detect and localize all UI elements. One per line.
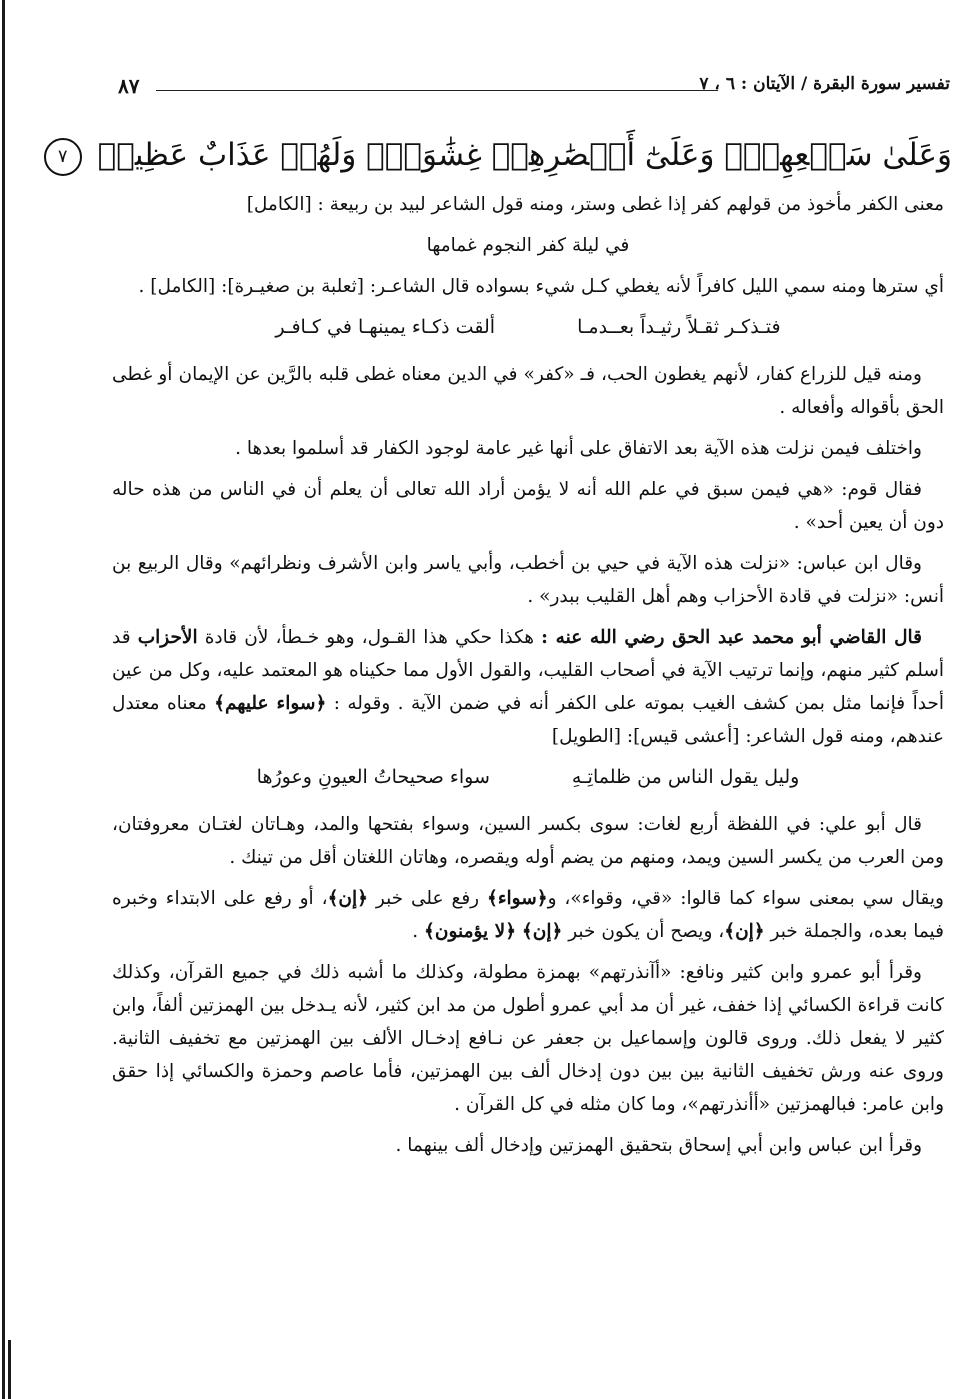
paragraph: فقال قوم: «هي فيمن سبق في علم الله أنه لا يؤمن أراد الله تعالى أن يعلم أن في الناس من هذه حاله دون أن يعين أحد» . <box>112 479 944 533</box>
quran-citation: ﴿سواء﴾ <box>487 888 548 909</box>
poetry-couplet <box>112 761 944 794</box>
quran-citation: ﴿إن﴾ <box>327 888 368 909</box>
author-attribution: قال القاضي أبو محمد عبد الحق رضي الله عنه : <box>541 627 922 648</box>
header-rule <box>156 90 718 91</box>
couplet-first-hemistich: فتـذكـر ثقـلاً رثيـداً بعــدمـا <box>577 316 781 338</box>
text-run: ، ويصح أن يكون خبر <box>562 921 725 942</box>
text-run: . <box>412 921 425 942</box>
paragraph: معنى الكفر مأخوذ من قولهم كفر إذا غطى وستر، ومنه قول الشاعر لبيد بن ربيعة : [الكامل] <box>246 194 944 215</box>
poetry-quote: في ليلة كفر النجوم غمامها <box>426 235 630 256</box>
text-run: هكذا حكي هذا القـول، وهو خـطأ، لأن قادة <box>197 627 542 648</box>
running-title: تفسير سورة البقرة / الآيتان : ٦ ، ٧ <box>699 74 950 94</box>
quran-verse <box>57 126 952 184</box>
text-run: معناه معتدل عندهم، ومنه قول الشاعر: [أعشى قيس]: [الطويل] <box>112 693 944 747</box>
paragraph <box>112 882 944 948</box>
paragraph: وقرأ أبو عمرو وابن كثير ونافع: «أآنذرتهم» بهمزة مطولة، وكذلك ما أشبه ذلك في جميع القرآن، وكذلك كانت قراءة الكسائي إذا خفف، غير أن مد أبي عمرو أطول من مد ابن كثير، لأنه يـدخل بين الهمزتين ألفاً، وابن كثير لا يفعل ذلك. وروى قالون وإسماعيل بن جعفر عن نـافع إدخـال الألف بين الهمزتين مع تخفيف الثانية. وروى عنه ورش تخفيف الثانية بين بين دون إدخال ألف بين الهمزتين، فأما عاصم وحمزة والكسائي إذا حقق وابن عامر: فبالهمزتين «أأنذرتهم»، وما كان مثله في كل القرآن . <box>112 962 944 1115</box>
paragraph: ومنه قيل للزراع كفار، لأنهم يغطون الحب، فـ «كفر» في الدين معناه غطى قلبه بالرَّين عن الإيمان أو غطى الحق بأقواله وأفعاله . <box>112 364 944 418</box>
page-number: ٨٧ <box>118 74 140 98</box>
paragraph: وقال ابن عباس: «نزلت هذه الآية في حيي بن أخطب، وأبي ياسر وابن الأشرف ونظرائهم» وقال الربيع بن أنس: «نزلت في قادة الأحزاب وهم أهل القليب ببدر» . <box>112 553 944 607</box>
couplet-second-hemistich: سواء صحيحاتُ العيونِ وعورُها <box>256 766 490 788</box>
paragraph: وقرأ ابن عباس وابن أبي إسحاق بتحقيق الهمزتين وإدخال ألف بينهما . <box>395 1135 922 1156</box>
commentary-body <box>112 188 944 1170</box>
poetry-couplet <box>112 311 944 344</box>
quran-citation: ﴿سواء عليهم﴾ <box>214 693 327 714</box>
paragraph: واختلف فيمن نزلت هذه الآية بعد الاتفاق على أنها غير عامة لوجود الكفار قد أسلموا بعدها . <box>235 438 922 459</box>
verse-text: وَعَلَىٰ سَمۡعِهِمۡۖ وَعَلَىٰٓ أَبۡصَٰرِهِمۡ غِشَٰوَةٞۖ وَلَهُمۡ عَذَابٌ عَظِيمٞ <box>97 137 952 173</box>
paragraph: أي سترها ومنه سمي الليل كافراً لأنه يغطي كـل شيء بسواده قال الشاعـر: [ثعلبة بن صغيـرة]: [الكامل] . <box>138 276 944 297</box>
scan-edge-mark <box>8 1340 11 1399</box>
page-header <box>118 70 950 106</box>
ayah-number-marker: ٧ <box>44 138 82 176</box>
text-run: ، أو رفع على الابتداء وخبره فيما بعده، والجملة خبر <box>112 888 944 942</box>
text-run: رفع على خبر <box>367 888 487 909</box>
bold-term: الأحزاب <box>137 627 198 648</box>
quran-citation: ﴿لا يؤمنون﴾ <box>424 921 517 942</box>
text-run: ويقال سي بمعنى سواء كما قالوا: «قي، وقواء»، و <box>547 888 944 909</box>
couplet-first-hemistich: وليل يقول الناس من ظلماتِـهِ <box>571 766 800 788</box>
paragraph <box>112 621 944 753</box>
quran-citation: ﴿إن﴾ <box>521 921 563 942</box>
couplet-second-hemistich: ألقت ذكـاء يمينهـا في كـافـر <box>275 316 496 338</box>
scan-edge-line <box>2 0 5 1399</box>
paragraph: قال أبو علي: في اللفظة أربع لغات: سوى بكسر السين، وسواء بفتحها والمد، وهـاتان لغتـان معروفتان، ومن العرب من يكسر السين ويمد، ومنهم من يضم أوله ويقصره، وهاتان اللغتان أقل من تينك . <box>112 814 944 868</box>
quran-citation: ﴿إن﴾ <box>724 921 765 942</box>
text-run: قد أسلم كثير منهم، وإنما ترتيب الآية في أصحاب القليب، والقول الأول مما حكيناه هو المعتمد عليه، وكل من عين أحداً فإنما مثل بمن كشف الغيب بموته على الكفر أنه في ضمن الآية . وقوله : <box>112 627 944 714</box>
